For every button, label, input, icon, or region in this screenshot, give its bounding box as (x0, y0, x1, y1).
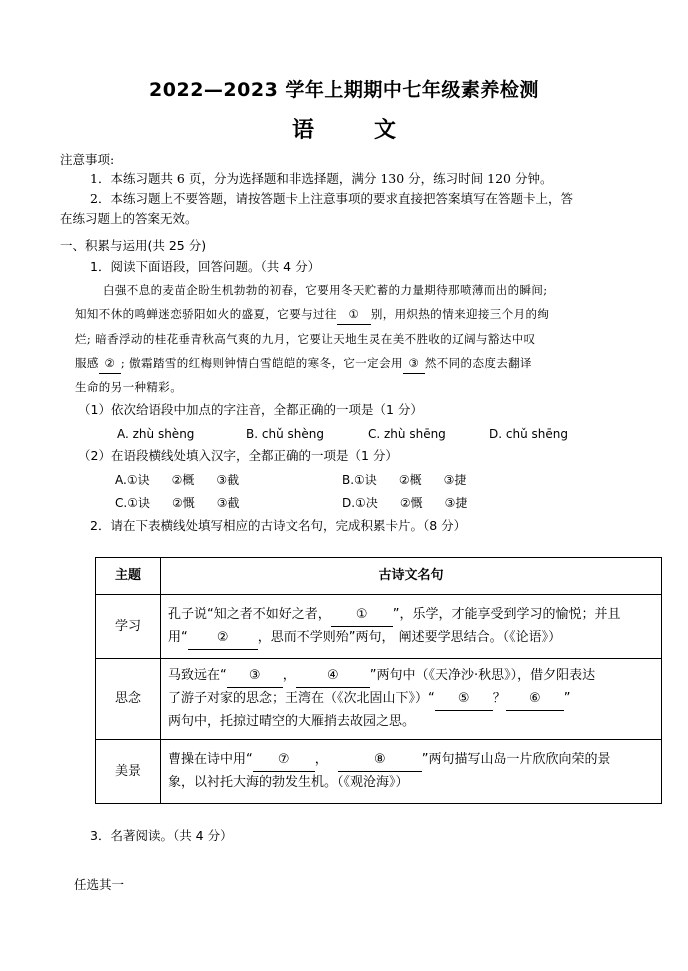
question-2: 2．请在下表横线处填写相应的古诗文名句，完成积累卡片。（8 分） (90, 518, 467, 533)
subject-left: 语 (291, 118, 314, 143)
subject-title (0, 113, 688, 144)
passage-line-3: 烂; 暗香浮动的桂花垂青秋高气爽的九月，它要让天地生灵在美不胜收的辽阔与豁达中叹 (75, 332, 536, 346)
notice-heading: 注意事项: (60, 152, 115, 167)
notice-item-2b: 在练习题上的答案无效。 (60, 211, 198, 226)
theme-homesick: 思念 (96, 659, 161, 740)
sub2-option-c: C.①诀 ②慨 ③截 (115, 496, 240, 510)
question-3: 3．名著阅读。（共 4 分） (90, 828, 233, 843)
passage-line-4: 服感 ② ; 傲霜踏雪的红梅则钟情白雪皑皑的寒冬，它一定会用 ③ 然不同的态度去翻译 (75, 353, 532, 374)
passage-blank-2: ② (99, 353, 121, 374)
table-row (96, 595, 662, 659)
sub1-option-a: A. zhù shèng (117, 427, 195, 441)
sub2-option-a: A.①诀 ②概 ③截 (115, 473, 240, 487)
theme-scenery: 美景 (96, 740, 161, 804)
question-1: 1．阅读下面语段，回答问题。（共 4 分） (90, 259, 321, 274)
table-blank-5: ⑤ (435, 688, 493, 711)
table-row (96, 659, 662, 740)
theme-study: 学习 (96, 595, 161, 659)
poetry-card-table (95, 557, 662, 804)
table-blank-4: ④ (296, 665, 370, 688)
passage-line-1: 白强不息的麦苗企盼生机勃勃的初春，它要用冬天贮蓄的力量期待那喷薄而出的瞬间; (103, 283, 548, 297)
quotes-scenery: 曹操在诗中用“ ⑦ ， ⑧ ”两句描写山岛一片欣欣向荣的景 象，以衬托大海的勃发生机。（《观沧海》） (161, 740, 662, 804)
notice-item-1: 1．本练习题共 6 页，分为选择题和非选择题，满分 130 分，练习时间 120 分钟。 (90, 171, 553, 186)
table-header-theme: 主题 (96, 558, 161, 595)
notice-item-2a: 2．本练习题上不要答题，请按答题卡上注意事项的要求直接把答案填写在答题卡上，答 (90, 191, 573, 206)
table-blank-8: ⑧ (338, 749, 422, 772)
subject-right: 文 (374, 118, 397, 143)
table-blank-2: ② (188, 627, 258, 650)
table-blank-3: ③ (227, 665, 283, 688)
table-row (96, 740, 662, 804)
sub1-option-c: C. zhù shēng (368, 427, 446, 441)
sub2-option-d: D.①决 ②慨 ③捷 (342, 496, 468, 510)
passage-line-5: 生命的另一种精彩。 (75, 380, 183, 394)
table-blank-6: ⑥ (506, 688, 564, 711)
quotes-study: 孔子说“知之者不如好之者， ① ”，乐学，才能享受到学习的愉悦；并且 用“ ② ，思而不学则殆”两句， 阐述要学思结合。（《论语》） (161, 595, 662, 659)
table-header-quotes: 古诗文名句 (161, 558, 662, 595)
sub1-option-b: B. chǔ shèng (246, 427, 324, 441)
sub-question-2: （2）在语段横线处填入汉字，全都正确的一项是（1 分） (78, 448, 398, 463)
table-blank-7: ⑦ (253, 749, 315, 772)
choose-one: 任选其一 (74, 877, 125, 892)
table-blank-1: ① (331, 604, 393, 627)
passage-blank-1: ① (337, 304, 371, 325)
passage-blank-3: ③ (403, 353, 425, 374)
section1-heading: 一、积累与运用(共 25 分) (60, 238, 207, 253)
passage-line-2: 知知不休的鸣蝉迷恋骄阳如火的盛夏，它要与过往 ① 别，用炽热的情来迎接三个月的绚 (75, 304, 549, 325)
quotes-homesick: 马致远在“ ③ ， ④ ”两句中（《天净沙·秋思》），借夕阳表达 了游子对家的思念；王湾在（《次北固山下》）“ ⑤ ？ ⑥ ” 两句中，托掠过晴空的大雁捎去故园之思。 (161, 659, 662, 740)
sub2-option-b: B.①诀 ②概 ③捷 (342, 473, 467, 487)
sub1-option-d: D. chǔ shēng (489, 427, 568, 441)
exam-title: 2022—2023 学年上期期中七年级素养检测 (149, 79, 539, 101)
sub-question-1: （1）依次给语段中加点的字注音，全都正确的一项是（1 分） (78, 402, 423, 417)
table-header-row (96, 558, 662, 595)
